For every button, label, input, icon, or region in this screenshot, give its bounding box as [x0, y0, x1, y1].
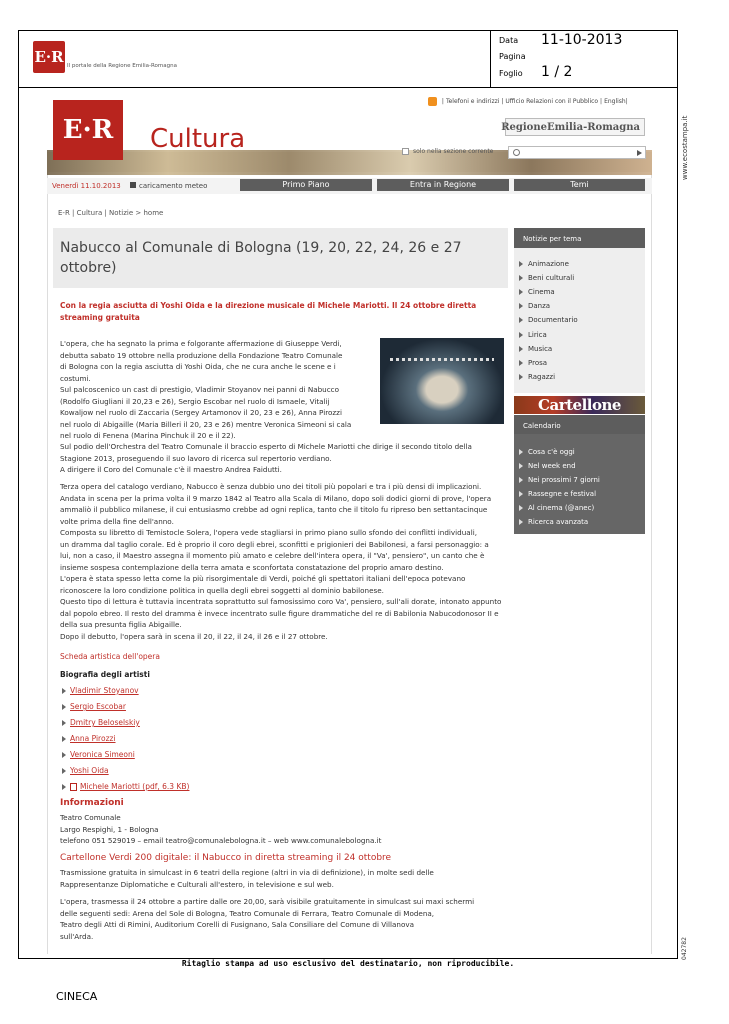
portal-logo [27, 39, 195, 75]
page-label: Pagina [499, 52, 526, 61]
calendar-item[interactable]: Al cinema (@anec) [519, 504, 594, 512]
topic-item[interactable]: Ragazzi [519, 373, 555, 381]
article-lead: Con la regia asciutta di Yoshi Oida e la direzione musicale di Michele Mariotti. Il 24 ottobre diretta streaming gratuita [60, 301, 477, 322]
info-heading: Informazioni [60, 798, 124, 808]
article-paragraph-1a: L'opera, che ha segnato la prima e folgorante affermazione di Giuseppe Verdi, debutta sabato 19 ottobre nella produzione della Fondazione Teatro Comunale di Bologna con la regia asciutta di Yoshi Oida, che ne cura anche le scene e i costumi. Sul palcoscenico un cast di prestigio, Vladimir Stoyanov nei panni di Nabucco (Rodolfo Giugliani il 20,23 e 26), Sergio Escobar nel ruolo di Ismaele, Vitalij Kowaljow nel ruolo di Zaccaria (Sergey Artamonov il 20, 23 e 26), Anna Pirozzi nel ruolo di Abigaille (Maria Billeri il 20, 23 e 26) mentre Veronica Simeoni si cala nel ruolo di Fenena (Marina Pinchuk il 20 e il 22). [60, 339, 352, 440]
current-date: Venerdì 11.10.2013 [52, 182, 121, 190]
search-icon [513, 149, 520, 156]
opera-photo [380, 338, 504, 424]
article-paragraph-2: Terza opera del catalogo verdiano, Nabucco è senza dubbio uno dei titoli più popolari e tra i più densi di implicazioni. Andata in scena per la prima volta il 9 marzo 1842 al Teatro alla Scala di Milano, dopo soli dodici giorni di prove, l'opera ammaliò il pubblico milanese, il cui entusiasmo crebbe ad ogni replica, tanto che il titolo fu ripreso ben settantacinque volte prima della fine dell'anno. Composta su libretto di Temistocle Solera, l'opera vede stagliarsi in primo piano sullo sfondo dei conflitti individuali, un dramma dal taglio corale. Ed è proprio il coro degli ebrei, sconfitti e prigionieri dei Babilonesi, a farsi personaggio: a lui, non a caso, il Maestro assegna il momento più amato e celebre dell'intera opera, il "Va', pensiero", un canto che è insieme sospesa contemplazione della terra amata e sconfortata constatazione del proprio amaro destino. L'opera è stata spesso letta come la più risorgimentale di Verdi, poiché gli spettatori italiani dell'epoca potevano riconoscere la loro condizione politica in quella degli ebrei soggetti al dominio babilonese. Questo tipo di lettura è tuttavia incentrata soprattutto sul famosissimo coro Va', pensiero, sull'ali dorate, intonato appunto dal popolo ebreo. Il resto del dramma è invece incentrato sulle figure drammatiche del re di Babilonia Nabucodonosor II e della sua presunta figlia Abigaille. Dopo il debutto, l'opera sarà in scena il 20, il 22, il 24, il 26 e il 27 ottobre. [60, 482, 502, 641]
bio-item[interactable]: Anna Pirozzi [62, 734, 116, 743]
calendar-item[interactable]: Nei prossimi 7 giorni [519, 476, 600, 484]
top-links: | Telefoni e indirizzi | Ufficio Relazioni con il Pubblico | English| [428, 97, 630, 106]
date-value: 11-10-2013 [541, 32, 623, 48]
clipping-meta [490, 30, 678, 88]
calendar-heading: Calendario [514, 415, 645, 434]
arrow-icon [62, 784, 66, 790]
arrow-icon [519, 346, 523, 352]
tab-entra-in-regione[interactable]: Entra in Regione [377, 179, 509, 191]
arrow-icon [519, 303, 523, 309]
calendar-item[interactable]: Rassegne e festival [519, 490, 596, 498]
arrow-icon [519, 519, 523, 525]
arrow-icon [62, 768, 66, 774]
page-title: Nabucco al Comunale di Bologna (19, 20, 22, 24, 26 e 27 ottobre) [60, 240, 462, 276]
arrow-icon [519, 332, 523, 338]
arrow-icon [62, 688, 66, 694]
arrow-icon [519, 275, 523, 281]
streaming-paragraph-2: L'opera, trasmessa il 24 ottobre a partire dalle ore 20,00, sarà visibile gratuitamente in simulcast sui maxi schermi delle seguenti sedi: Arena del Sole di Bologna, Teatro Comunale di Ferrara, Teatro Comunale di Modena, Teatro degli Atti di Rimini, Auditorium Corelli di Fusignano, Sala Consiliare del Comune di Villanova sull'Arda. [60, 897, 475, 941]
link-english[interactable]: English [604, 98, 626, 105]
arrow-icon [519, 491, 523, 497]
arrow-icon [519, 449, 523, 455]
meteo-icon [130, 182, 136, 188]
search-scope-checkbox[interactable]: solo nella sezione corrente [402, 148, 493, 155]
link-urp[interactable]: Ufficio Relazioni con il Pubblico [505, 98, 599, 105]
arrow-icon [62, 752, 66, 758]
arrow-icon [62, 704, 66, 710]
cartellone-banner[interactable]: Cartellone [514, 396, 645, 414]
pdf-icon [70, 783, 77, 791]
topic-item[interactable]: Documentario [519, 316, 578, 324]
arrow-icon [62, 720, 66, 726]
arrow-icon [519, 317, 523, 323]
er-logo-icon: E·R [33, 41, 65, 73]
arrow-icon [519, 261, 523, 267]
portal-text: Il portale della Regione Emilia-Romagna [67, 63, 177, 69]
bio-item[interactable]: Michele Mariotti (pdf, 6.3 KB) [62, 782, 189, 791]
bio-item[interactable]: Vladimir Stoyanov [62, 686, 139, 695]
breadcrumb[interactable]: E-R | Cultura | Notizie > home [58, 209, 164, 217]
topic-item[interactable]: Animazione [519, 260, 569, 268]
source-url: www.ecostampa.it [681, 115, 689, 180]
region-logo[interactable]: RegioneEmilia-Romagna [505, 118, 645, 136]
clipping-notice: Ritaglio stampa ad uso esclusivo del destinatario, non riproducibile. [18, 958, 678, 968]
bio-item[interactable]: Yoshi Oida [62, 766, 109, 775]
topic-item[interactable]: Cinema [519, 288, 555, 296]
site-name: Cultura [150, 124, 246, 154]
date-label: Data [499, 36, 519, 45]
arrow-icon [519, 289, 523, 295]
info-block: Teatro Comunale Largo Respighi, 1 - Bologna telefono 051 529019 – email teatro@comunalebologna.it – web www.comunalebologna.it [60, 813, 382, 845]
tab-temi[interactable]: Temi [514, 179, 645, 191]
topic-item[interactable]: Prosa [519, 359, 547, 367]
arrow-icon [62, 736, 66, 742]
arrow-icon [519, 477, 523, 483]
scheda-link[interactable]: Scheda artistica dell'opera [60, 652, 160, 661]
link-telefoni[interactable]: Telefoni e indirizzi [445, 98, 500, 105]
meteo-status: caricamento meteo [130, 182, 207, 190]
tab-primo-piano[interactable]: Primo Piano [240, 179, 372, 191]
news-topics-panel [514, 228, 645, 393]
search-input[interactable] [508, 146, 646, 159]
checkbox-icon[interactable] [402, 148, 409, 155]
article-paragraph-1b: Sul podio dell'Orchestra del Teatro Comunale il braccio esperto di Michele Mariotti che dirige il secondo titolo della Stagione 2013, proseguendo il suo lavoro di ricerca sul repertorio verdiano. A dirigere il Coro del Comunale c'è il maestro Andrea Faidutti. [60, 442, 472, 474]
arrow-icon [519, 360, 523, 366]
sheet-value: 1 / 2 [541, 64, 573, 80]
calendar-item[interactable]: Ricerca avanzata [519, 518, 588, 526]
site-logo[interactable]: E·R [53, 100, 123, 160]
bio-heading: Biografia degli artisti [60, 670, 150, 679]
bio-item[interactable]: Sergio Escobar [62, 702, 126, 711]
bio-item[interactable]: Veronica Simeoni [62, 750, 135, 759]
calendar-item[interactable]: Cosa c'è oggi [519, 448, 575, 456]
sheet-label: Foglio [499, 69, 523, 78]
arrow-icon [519, 505, 523, 511]
arrow-icon [519, 463, 523, 469]
rss-icon[interactable] [428, 97, 437, 106]
footer-brand: CINECA [56, 990, 98, 1003]
news-topics-heading: Notizie per tema [514, 228, 645, 248]
topic-item[interactable]: Danza [519, 302, 550, 310]
topic-item[interactable]: Lirica [519, 331, 547, 339]
topic-item[interactable]: Beni culturali [519, 274, 574, 282]
search-go-icon[interactable] [637, 150, 642, 156]
topic-item[interactable]: Musica [519, 345, 552, 353]
streaming-heading: Cartellone Verdi 200 digitale: il Nabucco in diretta streaming il 24 ottobre [60, 853, 392, 863]
streaming-paragraph-1: Trasmissione gratuita in simulcast in 6 teatri della regione (altri in via di definizione), in molte sedi delle Rappresentanze Diplomatiche e Culturali all'estero, in televisione e sul web. [60, 868, 434, 889]
calendar-item[interactable]: Nel week end [519, 462, 576, 470]
clipping-code: 042782 [681, 937, 688, 960]
arrow-icon [519, 374, 523, 380]
bio-item[interactable]: Dmitry Beloselskiy [62, 718, 140, 727]
